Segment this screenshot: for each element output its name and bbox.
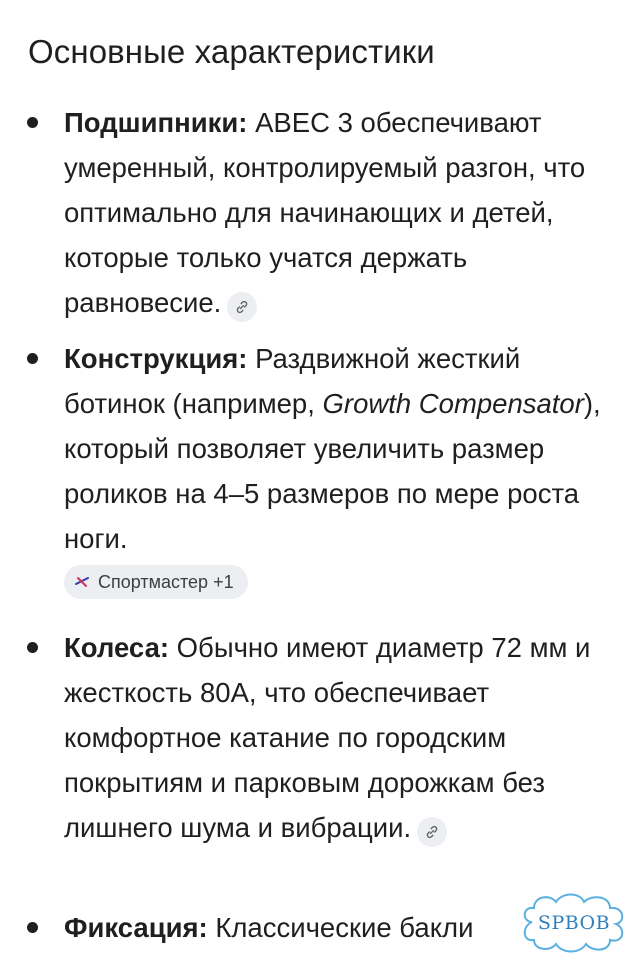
bullet bbox=[27, 117, 38, 128]
sportmaster-logo-icon bbox=[74, 574, 90, 590]
item-italic: Growth Compensator bbox=[322, 388, 584, 419]
bullet bbox=[27, 353, 38, 364]
item-text bbox=[64, 905, 524, 950]
item-label: Фиксация: bbox=[64, 912, 208, 943]
item-label: Подшипники: bbox=[64, 107, 248, 138]
item-body: ABEC 3 обеспечивают умеренный, контролируемый разгон, что оптимально для начинающих и детей, которые только учатся держать равновесие. bbox=[64, 107, 586, 318]
bullet bbox=[27, 922, 38, 933]
watermark-text: SPBOB bbox=[537, 912, 611, 934]
source-chip-label: Спортмастер +1 bbox=[98, 571, 234, 592]
item-text bbox=[64, 336, 609, 561]
watermark-logo bbox=[518, 892, 630, 954]
item-body: Раздвижной жесткий ботинок (например, bbox=[64, 343, 521, 419]
link-icon[interactable] bbox=[227, 292, 257, 322]
section-title: Основные характеристики bbox=[28, 33, 435, 70]
bullet bbox=[27, 642, 38, 653]
item-label: Колеса: bbox=[64, 632, 170, 663]
item-label: Конструкция: bbox=[64, 343, 248, 374]
link-icon[interactable] bbox=[417, 817, 447, 847]
item-body: Классические бакли bbox=[207, 912, 474, 943]
item-body: Обычно имеют диаметр 72 мм и жесткость 80А, что обеспечивает комфортное катание по городским покрытиям и парковым дорожкам без лишнего шума и вибрации. bbox=[64, 632, 591, 843]
item-text bbox=[64, 625, 609, 850]
source-chip[interactable] bbox=[64, 565, 248, 599]
item-body-end: ), который позволяет увеличить размер роликов на 4–5 размеров по мере роста ноги. bbox=[64, 388, 601, 554]
item-text bbox=[64, 100, 609, 325]
